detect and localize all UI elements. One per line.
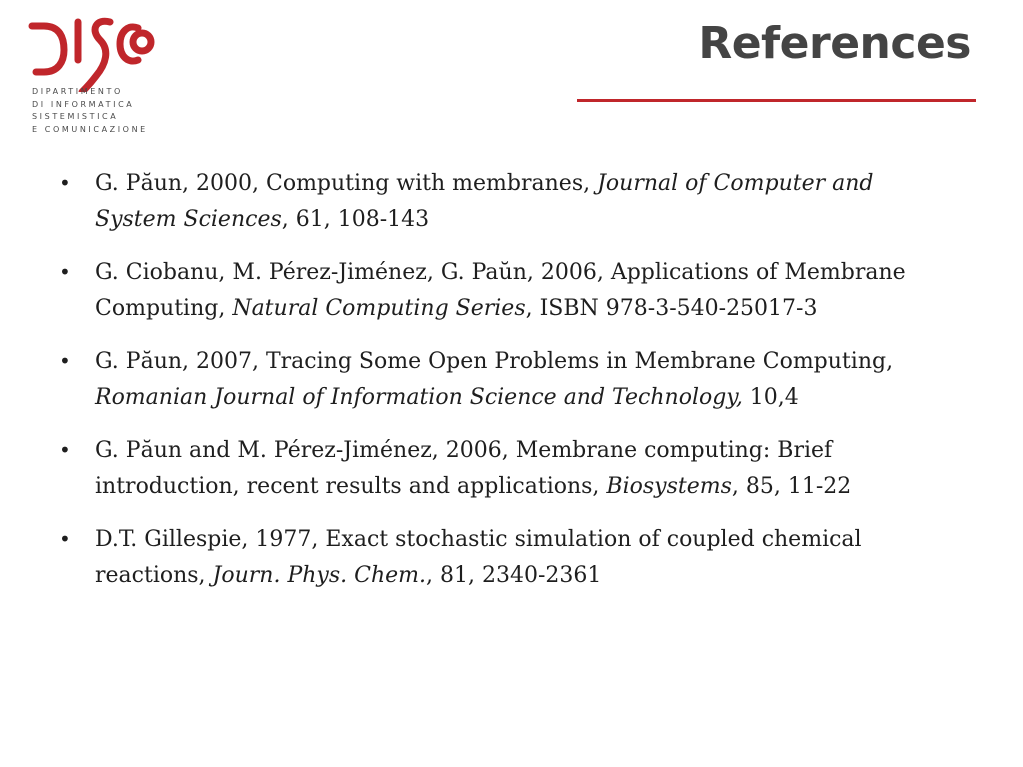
bullet-icon: • — [59, 527, 71, 551]
reference-text: G. Ciobanu, M. Pérez-Jiménez, G. Paŭn, 2006, Applications of Membrane Computing, — [95, 260, 906, 321]
reference-item — [56, 433, 961, 504]
reference-text: G. Păun, 2000, Computing with membranes, — [95, 171, 598, 196]
reference-text: G. Păun and M. Pérez-Jiménez, 2006, Membrane computing: Brief introduction, recent results and applications, — [95, 438, 833, 499]
reference-item — [56, 522, 961, 593]
reference-source: Journal of Computer and System Sciences — [95, 171, 874, 232]
logo-line-2: DI INFORMATICA — [32, 99, 135, 109]
bullet-icon: • — [59, 349, 71, 373]
logo-line-4: E COMUNICAZIONE — [32, 124, 148, 134]
reference-text: G. Păun, 2007, Tracing Some Open Problems in Membrane Computing, — [95, 349, 894, 374]
bullet-icon: • — [59, 438, 71, 462]
logo-line-1: DIPARTIMENTO — [32, 87, 123, 96]
logo-line-3: SISTEMISTICA — [32, 112, 119, 121]
logo-text — [32, 86, 148, 136]
references-list — [56, 166, 961, 611]
reference-text: D.T. Gillespie, 1977, Exact stochastic simulation of coupled chemical reactions, — [95, 527, 862, 588]
reference-details: 10,4 — [742, 384, 799, 410]
reference-details: , 85, 11-22 — [731, 473, 852, 499]
reference-source: Natural Computing Series — [232, 295, 526, 321]
reference-details: , ISBN 978-3-540-25017-3 — [525, 295, 818, 321]
reference-details: , 81, 2340-2361 — [426, 562, 602, 588]
reference-item — [56, 166, 961, 237]
reference-source: Romanian Journal of Information Science and Technology, — [95, 384, 743, 410]
title-underline — [577, 99, 976, 102]
page-title: References — [698, 18, 971, 69]
reference-item — [56, 255, 961, 326]
bullet-icon: • — [59, 171, 71, 195]
reference-item — [56, 344, 961, 415]
reference-details: , 61, 108-143 — [281, 206, 430, 232]
disco-logo — [26, 12, 161, 140]
reference-source: Biosystems — [606, 473, 732, 499]
reference-source: Journ. Phys. Chem. — [212, 562, 427, 588]
bullet-icon: • — [59, 260, 71, 284]
disco-logo-mark-icon — [26, 12, 161, 92]
